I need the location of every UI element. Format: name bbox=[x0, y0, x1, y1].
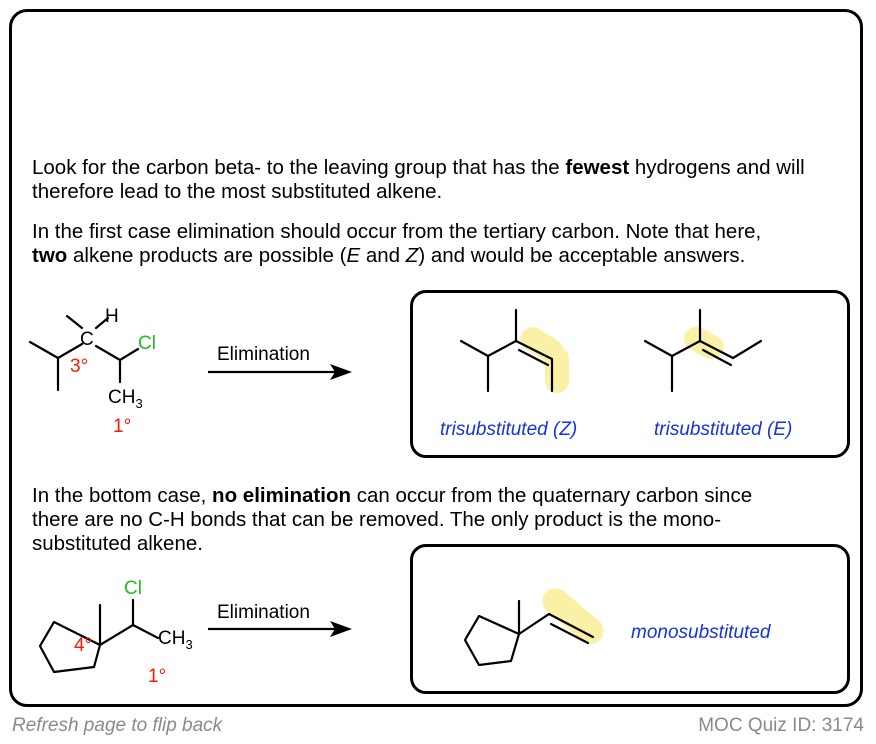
intro-text: Look for the carbon beta- to the leaving group that has the bbox=[32, 156, 566, 179]
product3-label: monosubstituted bbox=[631, 622, 771, 643]
arrow2-label: Elimination bbox=[217, 602, 310, 623]
case1-end: ) and would be acceptable answers. bbox=[418, 244, 746, 267]
case1-z: Z bbox=[405, 244, 419, 267]
intro-bold: fewest bbox=[565, 156, 630, 179]
arrow1-label: Elimination bbox=[217, 344, 310, 365]
case2-text-end: can occur from the quaternary carbon since there are no C-H bonds that can be removed. The only product is the mono-substituted alkene. bbox=[32, 484, 753, 555]
atom-h: H bbox=[105, 306, 119, 327]
product2-label: trisubstituted (E) bbox=[654, 419, 793, 440]
atom-cl-2: Cl bbox=[124, 578, 142, 599]
quaternary-label: 4° bbox=[74, 635, 93, 656]
intro-paragraph bbox=[32, 156, 832, 204]
atom-c: C bbox=[80, 329, 94, 350]
primary-label: 1° bbox=[113, 416, 132, 437]
case1-bold: two bbox=[32, 244, 68, 267]
case1-and: and bbox=[360, 244, 406, 267]
refresh-hint[interactable]: Refresh page to flip back bbox=[12, 715, 223, 736]
case1-paragraph bbox=[32, 220, 852, 268]
atom-cl: Cl bbox=[138, 333, 156, 354]
case2-text: In the bottom case, bbox=[32, 484, 213, 507]
case1-text: In the first case elimination should occur from the tertiary carbon. Note that here, bbox=[32, 220, 762, 243]
product-box-2 bbox=[410, 544, 850, 694]
product-structure-2 bbox=[413, 547, 847, 691]
tertiary-label: 3° bbox=[70, 356, 89, 377]
product-box-1 bbox=[410, 290, 850, 458]
quiz-id: MOC Quiz ID: 3174 bbox=[698, 715, 864, 736]
ch3-label: $CH_3$ bbox=[108, 387, 143, 411]
ch3-label-2: $CH_3$ bbox=[158, 628, 193, 652]
intro-text-end: hydrogens and will therefore lead to the most substituted alkene. bbox=[32, 156, 805, 203]
case2-bold: no elimination bbox=[212, 484, 351, 507]
case1-e: E bbox=[346, 244, 361, 267]
product1-label: trisubstituted (Z) bbox=[440, 419, 578, 440]
case1-text-mid: alkene products are possible ( bbox=[67, 244, 347, 267]
primary-label-2: 1° bbox=[148, 666, 167, 687]
